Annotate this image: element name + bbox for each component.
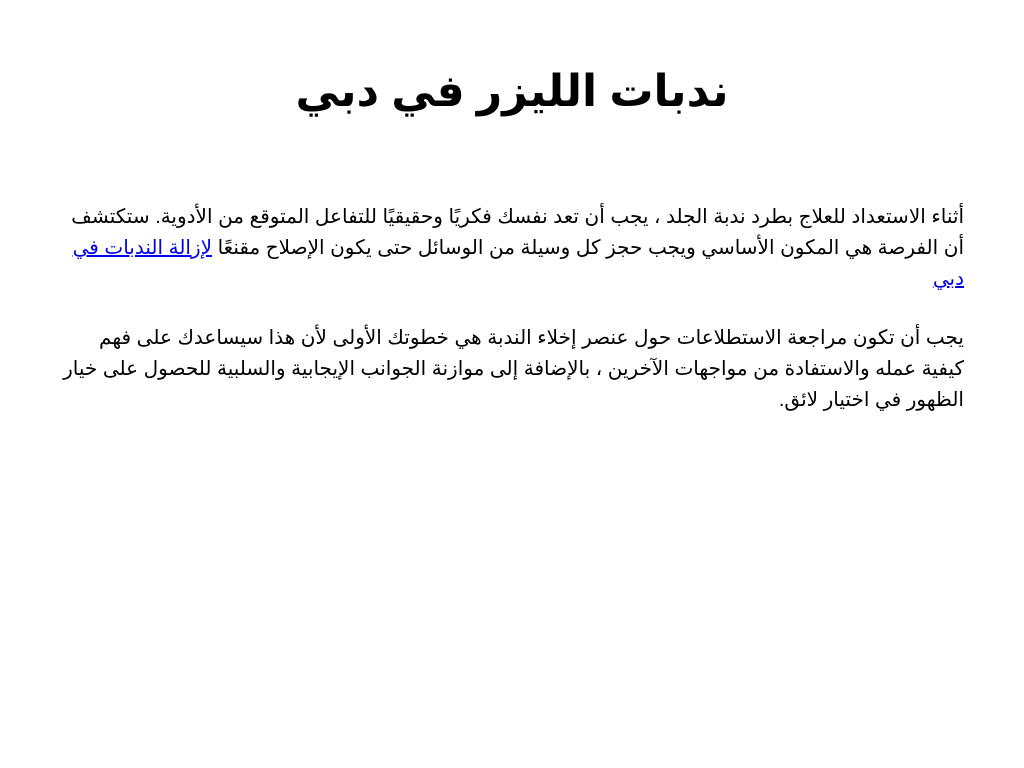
- slide-title: ندبات الليزر في دبي: [295, 67, 729, 116]
- scar-removal-dubai-link[interactable]: لإزالة الندبات في دبي: [72, 237, 964, 290]
- slide-body: [58, 202, 964, 444]
- paragraph-2-text: يجب أن تكون مراجعة الاستطلاعات حول عنصر إخلاء الندبة هي خطوتك الأولى لأن هذا سيساعدك على فهم كيفية عمله والاستفادة من مواجهات الآخرين ، بالإضافة إلى موازنة الجوانب الإيجابية والسلبية للحصول على خيار الظهور في اختيار لائق.: [63, 327, 964, 411]
- paragraph-1-text: أثناء الاستعداد للعلاج بطرد ندبة الجلد ، يجب أن تعد نفسك فكريًا وحقيقيًا للتفاعل المتوقع من الأدوية. ستكتشف أن الفرصة هي المكون الأساسي ويجب حجز كل وسيلة من الوسائل حتى يكون الإصلاح مقنعًا: [71, 206, 964, 259]
- paragraph-2: [58, 323, 964, 416]
- paragraph-1: [58, 202, 964, 295]
